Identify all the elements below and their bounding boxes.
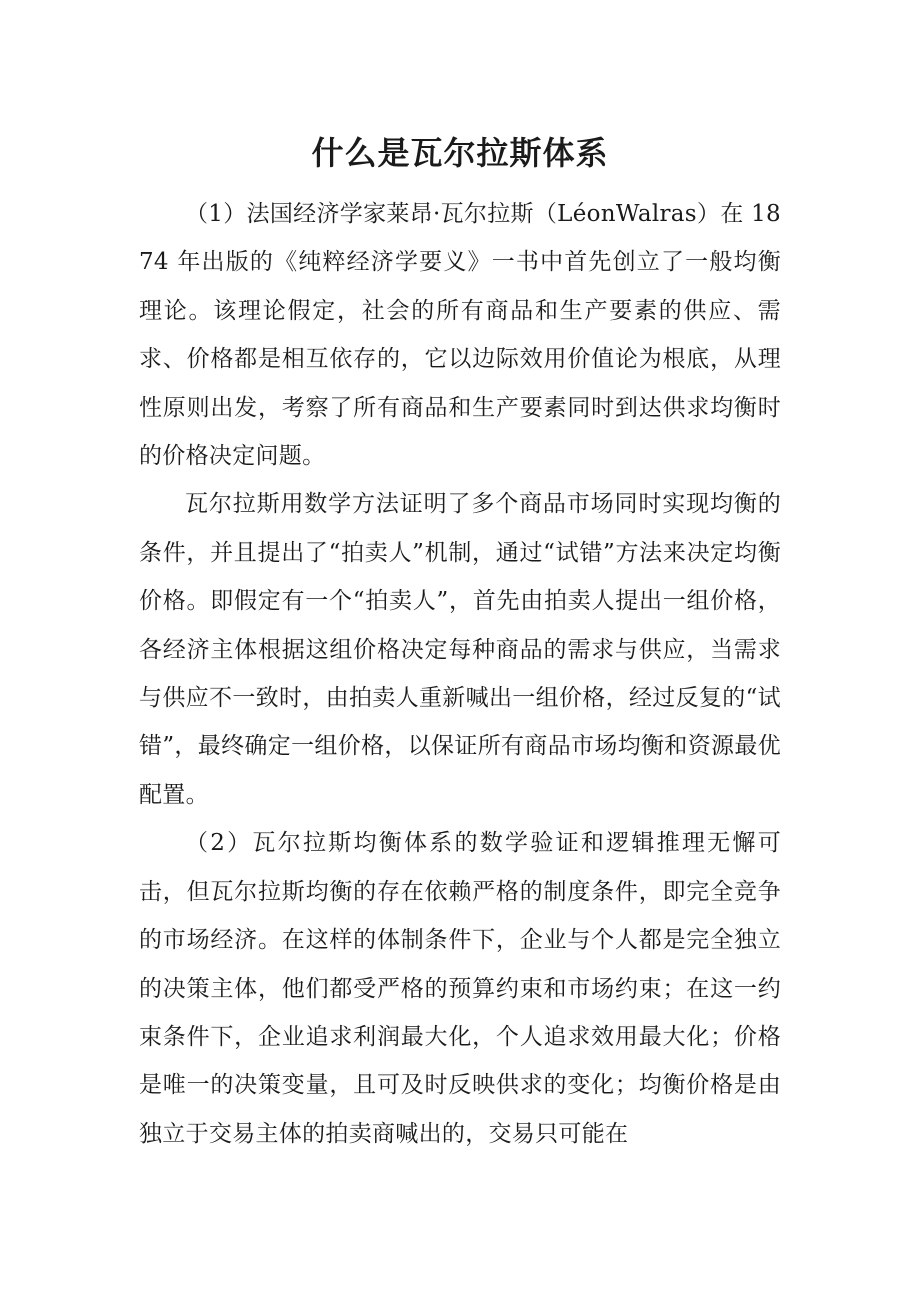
paragraph-1: （1）法国经济学家莱昂·瓦尔拉斯（LéonWalras）在 1874 年出版的《纯粹经济学要义》一书中首先创立了一般均衡理论。该理论假定，社会的所有商品和生产要素的供应、需求、价格都是相互依存的，它以边际效用价值论为根底，从理性原则出发，考察了所有商品和生产要素同时到达供求均衡时的价格决定问题。 xyxy=(139,201,781,470)
document-body xyxy=(139,190,781,1158)
paragraph-3: （2）瓦尔拉斯均衡体系的数学验证和逻辑推理无懈可击，但瓦尔拉斯均衡的存在依赖严格的制度条件，即完全竞争的市场经济。在这样的体制条件下，企业与个人都是完全独立的决策主体，他们都受严格的预算约束和市场约束；在这一约束条件下，企业追求利润最大化，个人追求效用最大化；价格是唯一的决策变量，且可及时反映供求的变化；均衡价格是由独立于交易主体的拍卖商喊出的，交易只可能在 xyxy=(139,830,781,1147)
paragraph-2: 瓦尔拉斯用数学方法证明了多个商品市场同时实现均衡的条件，并且提出了“拍卖人”机制，通过“试错”方法来决定均衡价格。即假定有一个“拍卖人”，首先由拍卖人提出一组价格，各经济主体根据这组价格决定每种商品的需求与供应，当需求与供应不一致时，由拍卖人重新喊出一组价格，经过反复的“试错”，最终确定一组价格，以保证所有商品市场均衡和资源最优配置。 xyxy=(139,491,781,808)
document-title: 什么是瓦尔拉斯体系 xyxy=(311,134,609,172)
